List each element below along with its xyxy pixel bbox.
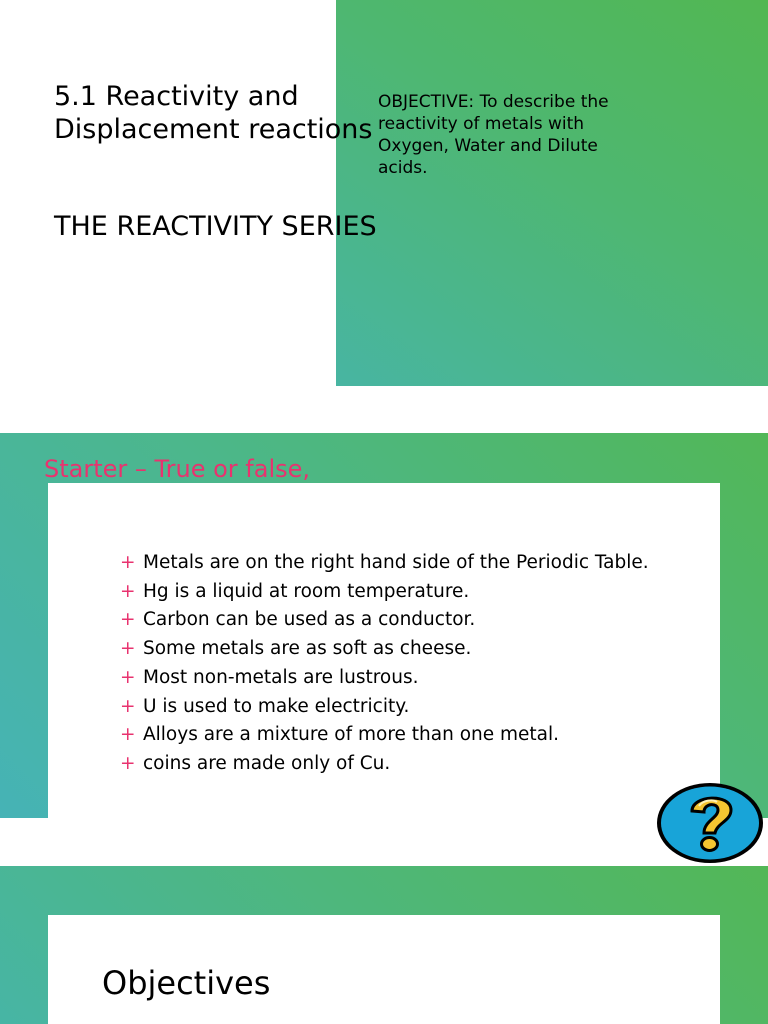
slide-2 [0, 433, 768, 866]
list-item [120, 606, 649, 635]
plus-bullet-icon: + [120, 666, 136, 688]
list-item-text: Alloys are a mixture of more than one metal. [143, 724, 560, 746]
plus-bullet-icon: + [120, 580, 136, 602]
list-item-text: U is used to make electricity. [143, 695, 410, 717]
plus-bullet-icon: + [120, 609, 136, 631]
slide-1-objective: OBJECTIVE: To describe the reactivity of metals with Oxygen, Water and Dilute acids. [378, 92, 609, 178]
list-item [120, 721, 649, 750]
slide-2-title: Starter – True or false, [44, 455, 311, 483]
plus-bullet-icon: + [120, 695, 136, 717]
plus-bullet-icon: + [120, 724, 136, 746]
list-item [120, 635, 649, 664]
list-item-text: coins are made only of Cu. [143, 752, 391, 774]
slide-2-content-card [48, 483, 720, 866]
slide-1-title: 5.1 Reactivity and Displacement reactions [54, 81, 373, 145]
slide-1 [0, 0, 768, 386]
slide-3-content-card [48, 915, 720, 1024]
list-item-text: Metals are on the right hand side of the Periodic Table. [143, 552, 649, 573]
list-item [120, 750, 649, 779]
slide-3-title: Objectives [102, 964, 271, 1002]
plus-bullet-icon: + [120, 752, 136, 774]
list-item-text: Some metals are as soft as cheese. [143, 638, 472, 660]
slide-1-subtitle: THE REACTIVITY SERIES [54, 211, 377, 242]
list-item-text: Hg is a liquid at room temperature. [143, 580, 470, 602]
question-mark-icon [655, 781, 765, 865]
true-false-list [120, 549, 649, 779]
list-item [120, 578, 649, 607]
list-item [120, 549, 649, 578]
slide-3 [0, 866, 768, 1024]
plus-bullet-icon: + [120, 638, 136, 660]
plus-bullet-icon: + [120, 552, 136, 573]
list-item-text: Carbon can be used as a conductor. [143, 609, 476, 631]
list-item-text: Most non-metals are lustrous. [143, 666, 419, 688]
list-item [120, 693, 649, 722]
list-item [120, 664, 649, 693]
slide-1-gradient-panel [336, 0, 768, 386]
